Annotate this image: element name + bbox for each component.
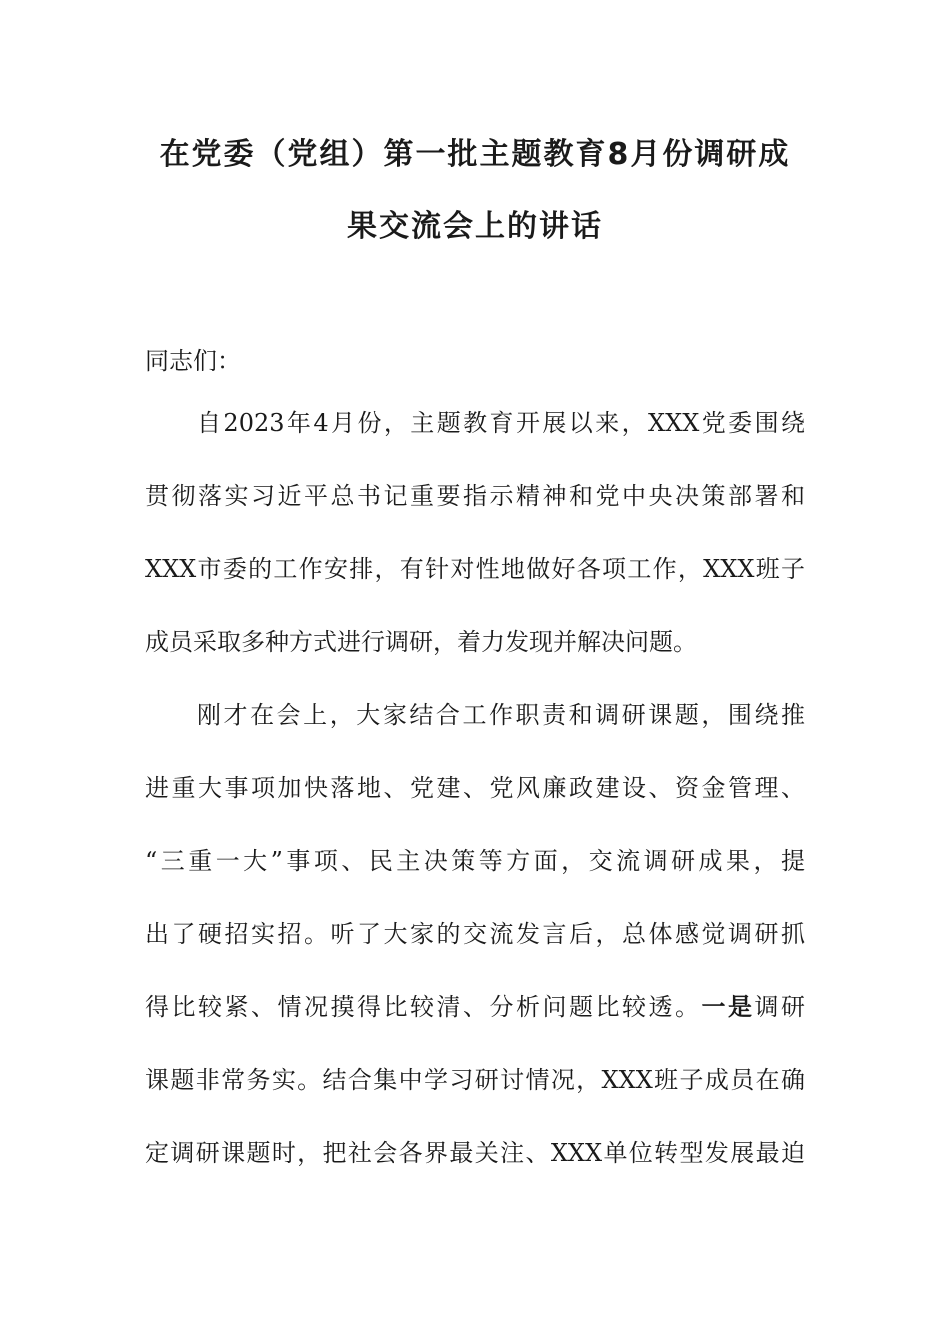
paragraph-2-line-1: 刚才在会上，大家结合工作职责和调研课题，围绕推 bbox=[197, 701, 805, 729]
paragraph-2-line-5-tail: 调研 bbox=[754, 993, 805, 1021]
paragraph-2-line-7: 定调研课题时，把社会各界最关注、XXX单位转型发展最迫 bbox=[145, 1139, 805, 1167]
document-title-line-2: 果交流会上的讲话 bbox=[347, 209, 603, 244]
paragraph-1-line-2: 贯彻落实习近平总书记重要指示精神和党中央决策部署和 bbox=[145, 482, 805, 510]
paragraph-1-line-1: 自2023年4月份，主题教育开展以来，XXX党委围绕 bbox=[197, 409, 805, 437]
paragraph-2-line-5 bbox=[145, 989, 805, 1025]
document-title-line-1: 在党委（党组）第一批主题教育8月份调研成 bbox=[159, 137, 791, 172]
paragraph-1-line-4: 成员采取多种方式进行调研，着力发现并解决问题。 bbox=[145, 628, 697, 656]
paragraph-2-line-2: 进重大事项加快落地、党建、党风廉政建设、资金管理、 bbox=[145, 774, 805, 802]
emphasis-yi-shi: 一是 bbox=[701, 992, 755, 1021]
paragraph-2-line-4: 出了硬招实招。听了大家的交流发言后，总体感觉调研抓 bbox=[145, 920, 805, 948]
salutation: 同志们： bbox=[145, 347, 241, 375]
paragraph-2-line-3: “三重一大”事项、民主决策等方面，交流调研成果，提 bbox=[145, 847, 805, 875]
paragraph-1-line-3: XXX市委的工作安排，有针对性地做好各项工作，XXX班子 bbox=[145, 555, 805, 583]
paragraph-2-line-6: 课题非常务实。结合集中学习研讨情况，XXX班子成员在确 bbox=[145, 1066, 805, 1094]
paragraph-2-line-5-text: 得比较紧、情况摸得比较清、分析问题比较透。 bbox=[145, 993, 702, 1021]
